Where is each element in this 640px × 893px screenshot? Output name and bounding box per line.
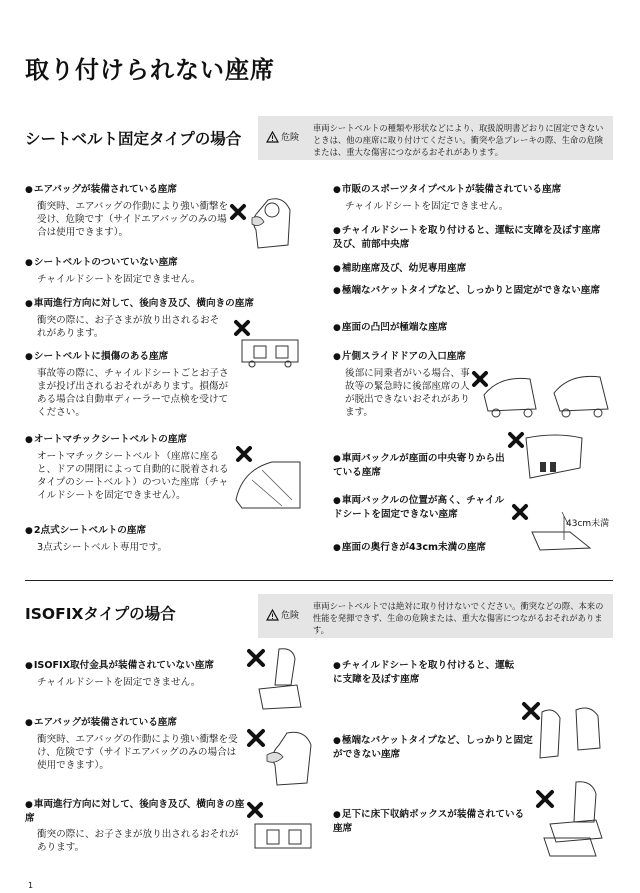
section-divider [25,580,613,581]
no-isofix-seat-illustration [245,645,305,715]
rear-facing-seat-illustration [232,318,304,368]
list-item: ● 車両バックルの位置が高く、チャイルドシートを固定できない座席 [333,494,511,521]
list-item: ● 市販のスポーツタイプベルトが装備されている座席 チャイルドシートを固定できません。 [333,183,613,213]
list-item: ● 車両バックルが座面の中央寄りから出ている座席 [333,452,508,479]
list-item: ● 極端なバケットタイプなど、しっかりと固定ができない座席 [333,284,601,298]
airbag-seat-illustration [228,190,300,255]
warning-triangle-icon [266,609,279,621]
list-item: ● オートマチックシートベルトの座席 オートマチックシートベルト（座席に座ると、ドアの開閉によって自動的に脱着されるタイプのシートベルト）のついた座席（チャイルドシートを固定できません）。 [25,433,233,502]
list-item: ● 2点式シートベルトの座席 3点式シートベルト専用です。 [25,524,235,554]
list-item: ● チャイルドシートを取り付けると、運転に支障を及ぼす座席 [333,659,523,686]
list-item: ● エアバッグが装備されている座席 衝突時、エアバッグの作動により強い衝撃を受け、危険です（サイドエアバッグのみの場合は使用できます）。 [25,183,230,239]
list-item: ● チャイルドシートを取り付けると、運転に支障を及ぼす座席及び、前部中央席 [333,224,601,251]
list-item: ● 極端なバケットタイプなど、しっかりと固定ができない座席 [333,734,533,761]
list-item: ● 足下に床下収納ボックスが装備されている座席 [333,808,533,835]
list-item: ● シートベルトに損傷のある座席 事故等の際に、チャイルドシートごとお子さまが投げ出されるおそれがあります。損傷がある場合は自動車ディーラーで点検を受けてください。 [25,350,230,419]
list-item: ● 補助座席及び、幼児専用座席 [333,262,601,276]
center-buckle-seat-illustration [506,428,586,490]
sliding-door-illustration [470,365,615,420]
warning-triangle-icon [266,131,279,143]
page-number: 1 [28,881,34,890]
page-title: 取り付けられない座席 [25,56,275,84]
warning-text: 車両シートベルトの種類や形状などにより、取扱説明書どおりに固定できないときは、他の座席に取り付けてください。衝突や急ブレーキの際、生命の危険または、重大な傷害につながるおそれがあります。 [313,123,604,157]
list-item: ● 座面の奥行きが43cm未満の座席 [333,541,533,555]
bucket-seat-illustration [520,700,615,770]
warning-text: 車両シートベルトでは絶対に取り付けないでください。衝突などの際、本来の性能を発揮できず、生命の危険または、重大な傷害につながるおそれがあります。 [313,601,604,635]
depth-label: 43cm未満 [566,519,610,529]
warning-box-isofix [258,594,613,638]
rear-facing-seat-illustration [245,800,315,856]
airbag-seat-illustration [245,725,321,789]
automatic-belt-car-illustration [232,440,304,512]
warning-label: 危険 [281,611,300,621]
list-item: ● 車両進行方向に対して、後向き及び、横向きの座席 衝突の際に、お子さまが放り出されるおそれがあります。 [25,297,295,340]
list-item: ● 座面の凸凹が極端な座席 [333,321,601,335]
list-item: ● シートベルトのついていない座席 チャイルドシートを固定できません。 [25,256,285,286]
warning-label: 危険 [281,133,300,143]
warning-box-seatbelt [258,116,613,160]
section-heading-seatbelt: シートベルト固定タイプの場合 [25,130,242,148]
section-heading-isofix: ISOFIXタイプの場合 [25,605,176,623]
storage-box-seat-illustration [530,778,615,860]
list-item: ● 車両進行方向に対して、後向き及び、横向きの座席 衝突の際に、お子さまが放り出されるおそれがあります。 [25,798,247,854]
list-item: ● エアバッグが装備されている座席 衝突時、エアバッグの作動により強い衝撃を受け、危険です（サイドエアバッグのみの場合は使用できます）。 [25,716,243,772]
list-item: ● 片側スライドドアの入口座席 後部に同乗者がいる場合、事故等の緊急時に後部座席の人が脱出できないおそれがあります。 [333,350,601,419]
list-item: ● ISOFIX取付金具が装備されていない座席 チャイルドシートを固定できません。 [25,659,247,689]
